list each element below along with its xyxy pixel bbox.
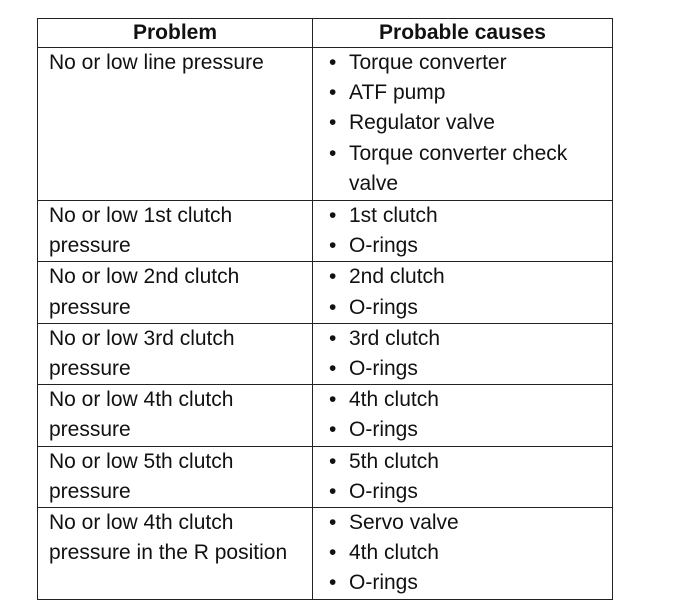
bullet-icon: • — [329, 265, 337, 289]
list-item — [329, 293, 612, 323]
table-row — [38, 323, 613, 384]
bullet-icon: • — [329, 511, 337, 535]
list-item — [329, 324, 612, 354]
probable-causes-cell — [313, 323, 613, 384]
problem-cell: No or low 2nd clutch pressure — [38, 262, 313, 323]
problem-cell: No or low 3rd clutch pressure — [38, 323, 313, 384]
bullet-icon: • — [329, 111, 337, 135]
cause-list — [329, 324, 612, 384]
cause-text: O-rings — [349, 295, 418, 319]
bullet-icon: • — [329, 204, 337, 227]
list-item — [329, 48, 612, 78]
bullet-icon: • — [329, 388, 337, 412]
table-row — [38, 201, 613, 262]
probable-causes-cell — [313, 201, 613, 262]
header-probable-causes: Probable causes — [313, 19, 613, 48]
cause-text: O-rings — [349, 357, 418, 381]
cause-text: 2nd clutch — [349, 265, 445, 289]
probable-causes-cell — [313, 385, 613, 446]
table-row — [38, 262, 613, 323]
list-item — [329, 447, 612, 477]
table-row — [38, 385, 613, 446]
list-item — [329, 139, 612, 199]
probable-causes-cell — [313, 48, 613, 201]
list-item — [329, 385, 612, 415]
bullet-icon: • — [329, 326, 337, 350]
cause-list — [329, 447, 612, 507]
table-header-row — [38, 19, 613, 48]
problem-cell: No or low line pressure — [38, 48, 313, 201]
bullet-icon: • — [329, 81, 337, 105]
list-item — [329, 354, 612, 384]
list-item — [329, 508, 612, 538]
probable-causes-cell — [313, 446, 613, 507]
cause-text: Torque converter check valve — [349, 141, 568, 195]
troubleshooting-table-wrapper — [37, 18, 613, 600]
bullet-icon: • — [329, 418, 337, 442]
probable-causes-cell — [313, 262, 613, 323]
probable-causes-cell — [313, 508, 613, 600]
cause-text: 4th clutch — [349, 541, 439, 565]
list-item — [329, 568, 612, 598]
table-row — [38, 48, 613, 201]
problem-cell: No or low 1st clutch pressure — [38, 201, 313, 262]
list-item — [329, 78, 612, 108]
list-item — [329, 477, 612, 507]
problem-cell: No or low 4th clutch pressure in the R position — [38, 508, 313, 600]
list-item — [329, 108, 612, 138]
cause-text: O-rings — [349, 418, 418, 442]
bullet-icon: • — [329, 571, 337, 595]
table-row — [38, 508, 613, 600]
cause-text: Regulator valve — [349, 111, 495, 135]
list-item — [329, 231, 612, 261]
list-item — [329, 538, 612, 568]
cause-text: O-rings — [349, 571, 418, 595]
bullet-icon: • — [329, 541, 337, 565]
bullet-icon: • — [329, 295, 337, 319]
cause-list — [329, 48, 612, 199]
list-item — [329, 262, 612, 292]
bullet-icon: • — [329, 479, 337, 503]
cause-list — [329, 508, 612, 599]
problem-cell: No or low 4th clutch pressure — [38, 385, 313, 446]
cause-list — [329, 385, 612, 445]
cause-text: 5th clutch — [349, 449, 439, 473]
bullet-icon: • — [329, 141, 337, 165]
bullet-icon: • — [329, 357, 337, 381]
cause-text: 4th clutch — [349, 388, 439, 412]
cause-list — [329, 262, 612, 322]
bullet-icon: • — [329, 234, 337, 258]
cause-text: O-rings — [349, 234, 418, 258]
bullet-icon: • — [329, 449, 337, 473]
cause-text: Torque converter — [349, 51, 507, 74]
troubleshooting-table — [37, 18, 613, 600]
cause-text: O-rings — [349, 479, 418, 503]
table-body — [38, 48, 613, 600]
header-problem: Problem — [38, 19, 313, 48]
cause-list — [329, 201, 612, 261]
list-item — [329, 201, 612, 231]
problem-cell: No or low 5th clutch pressure — [38, 446, 313, 507]
table-row — [38, 446, 613, 507]
cause-text: 1st clutch — [349, 204, 438, 227]
list-item — [329, 415, 612, 445]
cause-text: Servo valve — [349, 511, 459, 535]
cause-text: ATF pump — [349, 81, 446, 105]
cause-text: 3rd clutch — [349, 326, 441, 350]
bullet-icon: • — [329, 51, 337, 74]
